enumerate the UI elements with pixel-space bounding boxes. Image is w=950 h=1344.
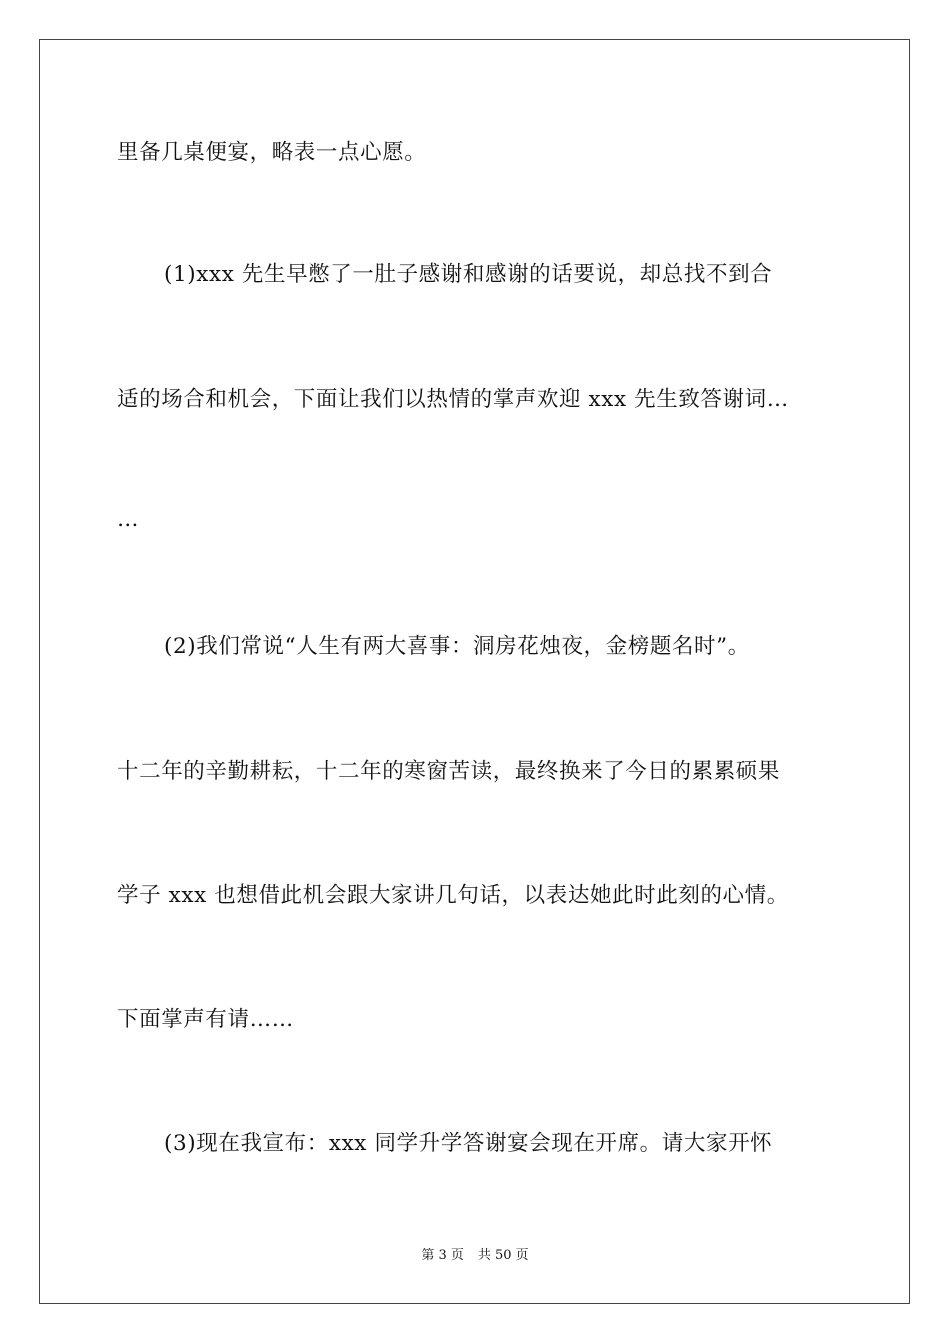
paragraph-line: …: [117, 507, 140, 532]
paragraph-line: 下面掌声有请……: [117, 1007, 294, 1032]
paragraph-line: (2)我们常说“人生有两大喜事：洞房花烛夜，金榜题名时”。: [164, 634, 750, 659]
page-total: 共 50 页: [477, 1248, 529, 1263]
paragraph-line: (1)xxx 先生早憋了一肚子感谢和感谢的话要说，却总找不到合: [164, 262, 773, 287]
paragraph-line: 十二年的辛勤耕耘，十二年的寒窗苦读，最终换来了今日的累累硕果: [117, 759, 781, 784]
page-border: [39, 39, 910, 1304]
page-number: 第 3 页: [421, 1248, 464, 1263]
page-footer: [0, 1247, 950, 1265]
paragraph-line: 里备几桌便宴，略表一点心愿。: [117, 140, 427, 165]
paragraph-line: 适的场合和机会，下面让我们以热情的掌声欢迎 xxx 先生致答谢词…: [117, 387, 789, 412]
paragraph-line: (3)现在我宣布：xxx 同学升学答谢宴会现在开席。请大家开怀: [164, 1131, 773, 1156]
paragraph-line: 学子 xxx 也想借此机会跟大家讲几句话，以表达她此时此刻的心情。: [117, 883, 789, 908]
